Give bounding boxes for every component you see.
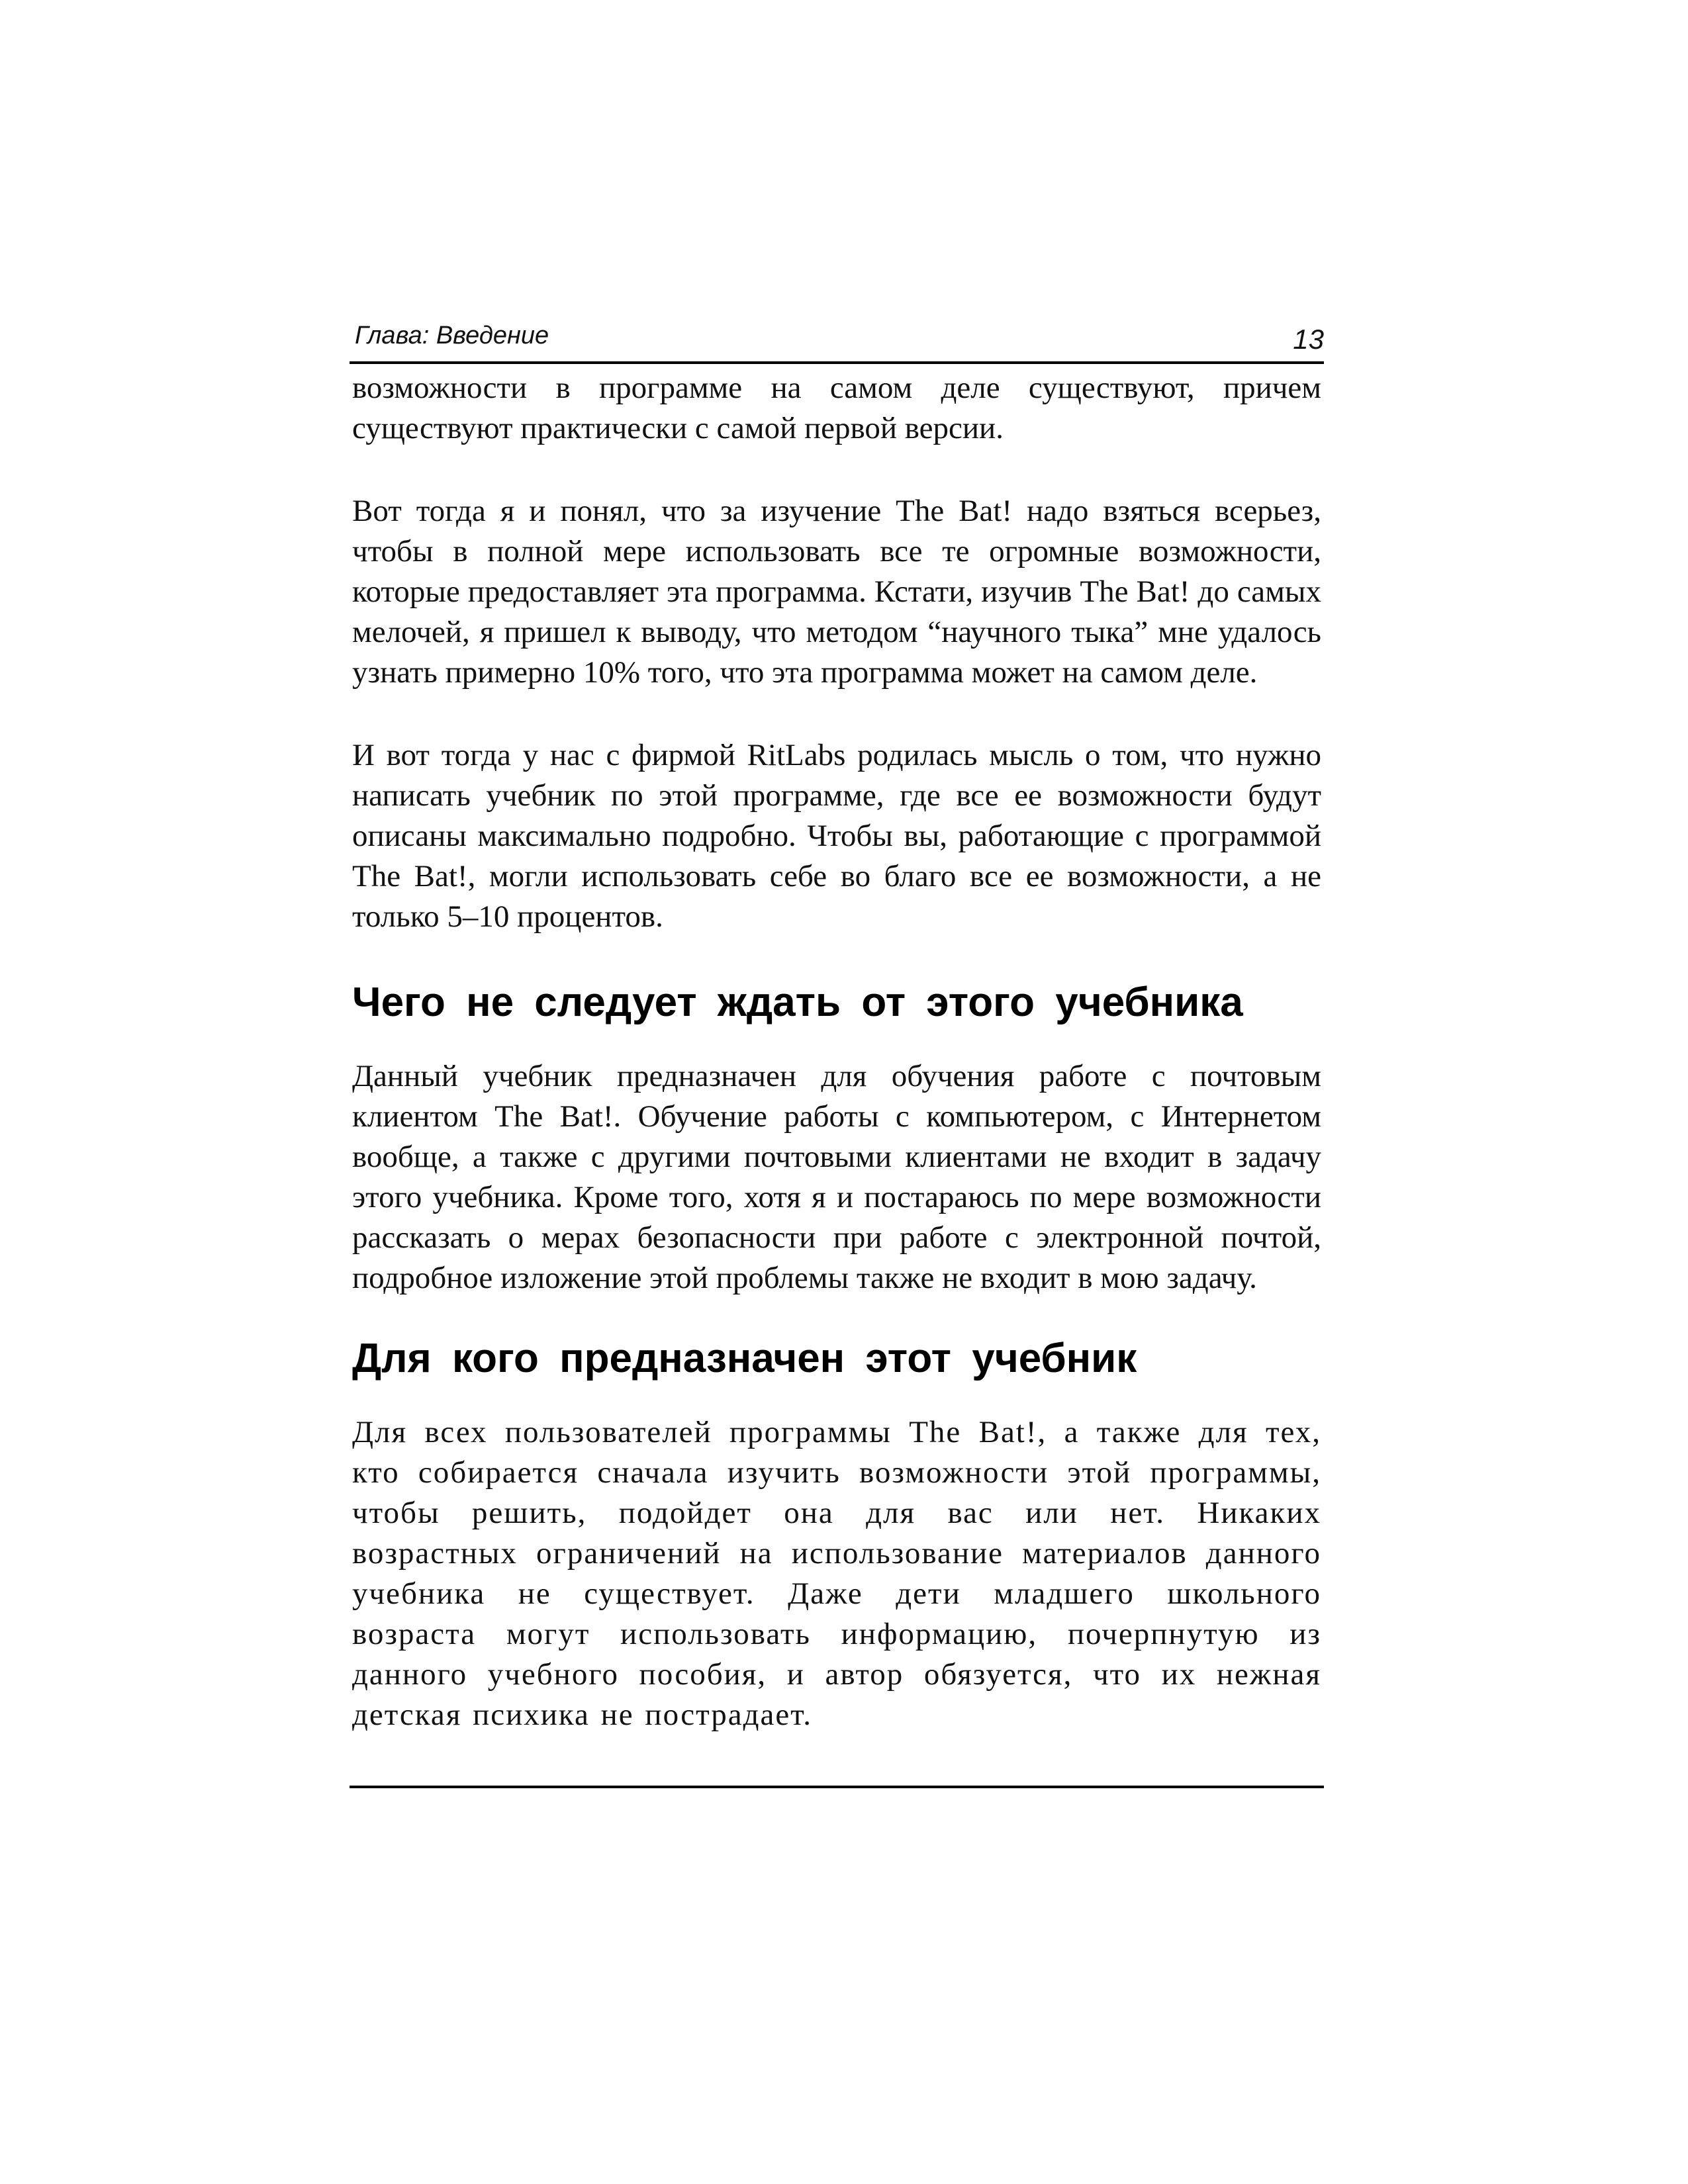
paragraph-audience: Для всех пользователей программы The Bat!, а также для тех, кто собирается сначала изучить возможности этой программы, чтобы решить, подойдет она для вас или нет. Никаких возрастных ограничений на использование материалов данного учебника не существует. Даже дети младшего школьного возраста могут использовать информацию, почерпнутую из данного учебного пособия, и автор обязуется, что их нежная детская психика не пострадает. (352, 1415, 1321, 1732)
page-body (352, 368, 1321, 1735)
section-heading-not-expected: Чего не следует ждать от этого учебника (352, 979, 1243, 1025)
paragraph-not-expected: Данный учебник предназначен для обучения работе с почтовым клиентом The Bat!. Обучение работы с компьютером, с Интернетом вообще, а также с другими почтовыми клиентами не входит в задачу этого учебника. Кроме того, хотя я и постараюсь по мере возможности рассказать о мерах безопасности при работе с электронной почтой, подробное изложение этой проблемы также не входит в мою задачу. (352, 1059, 1321, 1295)
paragraph-continued: возможности в программе на самом деле существуют, причем существуют практически с самой первой версии. (352, 371, 1321, 445)
page-number: 13 (1293, 324, 1324, 355)
running-head-chapter: Глава: Введение (355, 322, 549, 349)
page-header (350, 318, 1324, 364)
paragraph-decision: Вот тогда я и понял, что за изучение The Bat! надо взяться всерьез, чтобы в полной мере использовать все те огромные возможности, которые предоставляет эта программа. Кстати, изучив The Bat! до самых мелочей, я пришел к выводу, что методом “научного тыка” мне удалось узнать примерно 10% того, что эта программа может на самом деле. (352, 494, 1321, 690)
footer-rule (350, 1786, 1324, 1788)
section-heading-audience: Для кого предназначен этот учебник (352, 1336, 1137, 1381)
paragraph-ritlabs: И вот тогда у нас с фирмой RitLabs родилась мысль о том, что нужно написать учебник по этой программе, где все ее возможности будут описаны максимально подробно. Чтобы вы, работающие с программой The Bat!, могли использовать себе во благо все ее возможности, а не только 5–10 процентов. (352, 738, 1321, 934)
